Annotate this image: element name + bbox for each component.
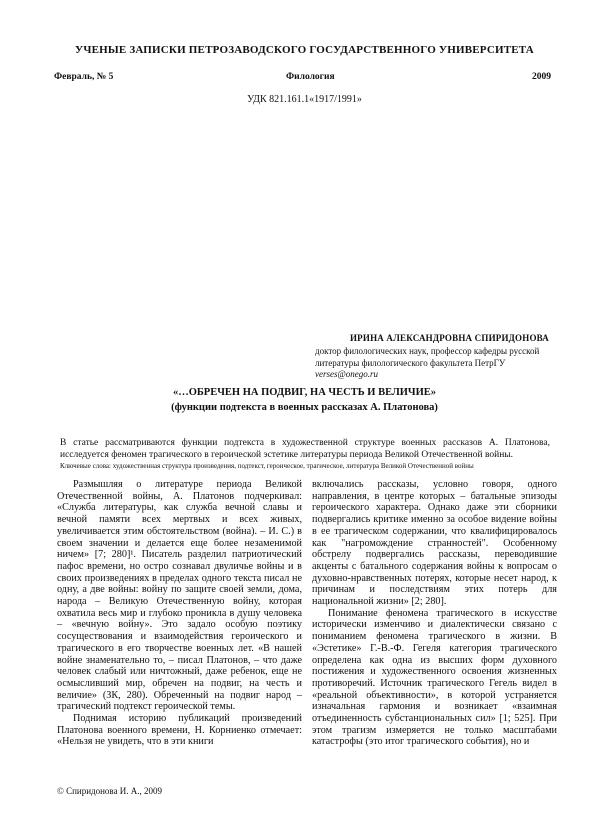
abstract: В статье рассматриваются функции подтекста в художественной структуре военных рассказов А. Платонова, исследуется феномен трагического в героической эстетике литературы периода Великой Отечественной войны.	[60, 438, 550, 460]
author-name: ИРИНА АЛЕКСАНДРОВНА СПИРИДОНОВА	[349, 333, 549, 343]
udk-code: УДК 821.161.1«1917/1991»	[247, 94, 362, 105]
journal-title: УЧЕНЫЕ ЗАПИСКИ ПЕТРОЗАВОДСКОГО ГОСУДАРСТВЕННОГО УНИВЕРСИТЕТА	[75, 44, 534, 56]
article-title-main: «…ОБРЕЧЕН НА ПОДВИГ, НА ЧЕСТЬ И ВЕЛИЧИЕ»	[172, 387, 437, 398]
body-column-right	[312, 479, 557, 748]
body-column-left	[57, 479, 302, 748]
year-label: 2009	[532, 72, 551, 82]
body-paragraph: Понимание феномена трагического в искусстве исторически изменчиво и диалектически связано с пониманием феномена трагического в жизни. В «Эстетике» Г.-В.-Ф. Гегеля категория трагического определена как одна из высших форм духовного постижения и художественного освоения жизненных противоречий. Источник трагического Гегель видел в «реальной объективности», в которой устраняется изначальная гармония и возникает «взаимная отъединенность субстанциональных сил» [1; 525]. При этом трагизм измеряется не только масштабами катастрофы (это итог трагического события), но и	[312, 607, 557, 748]
section-label: Филология	[286, 72, 335, 82]
body-paragraph: Размышляя о литературе периода Великой Отечественной войны, А. Платонов подчеркивал: «Служба литературы, как служба вечной славы и вечной памяти всех мертвых и всех живых, увеличивается этим обстоятельством (война). – И. С.) в своем значении и делается еще более незаменимой ничем» [7; 280]¹. Писатель разделил патриотический пафос времени, но остро сознавал двуличье войны и в своих произведениях в пределах одного текста писал не одну, а две войны: войну по защите своей земли, дома, народа – Великую Отечественную войну, которая охватила весь мир и глубоко проникла в душу человека – «вечную войну». Это задало особую поэтику сосуществования и взаимодействия героического и трагического в его творчестве военных лет. «В нашей войне знаменательно то, – писал Платонов, – что даже человек слабый или ничтожный, даже ребенок, еще не осмысливший мир, обречен на подвиг, на честь и величие» (ЗК, 280). Обреченный на подвиг народ – трагический подтекст героической темы.	[57, 479, 302, 713]
article-subtitle: (функции подтекста в военных рассказах А. Платонова)	[171, 402, 438, 413]
article-title	[0, 385, 609, 415]
author-info	[315, 346, 555, 381]
keywords: Ключевые слова: художественная структура произведения, подтекст, героическое, трагическое, литература Великой Отечественной войны	[60, 462, 474, 470]
issue-label: Февраль, № 5	[54, 72, 114, 82]
author-affiliation: доктор филологических наук, профессор кафедры русской литературы филологического факультета ПетрГУ	[315, 346, 540, 368]
body-paragraph: Поднимая историю публикаций произведений Платонова военного времени, Н. Корниенко отмечает: «Нельзя не увидеть, что в эти книги	[57, 713, 302, 748]
author-email: verses@onego.ru	[315, 369, 379, 379]
body-paragraph: включались рассказы, условно говоря, одного направления, в центре которых – батальные эпизоды героического характера. Однако даже эти сборники подвергались критике именно за особое видение войны в ее трагическом содержании, что квалифицировалось как "нагромождение странностей". Особенному обстрелу подвергались рассказы, переводившие акценты с батального содержания войны к вопросам о духовно-нравственных потерях, которые несет народ, к причинам и последствиям этих потерь для национальной жизни» [2; 280].	[312, 479, 557, 608]
copyright-note: © Спиридонова И. А., 2009	[57, 786, 163, 796]
